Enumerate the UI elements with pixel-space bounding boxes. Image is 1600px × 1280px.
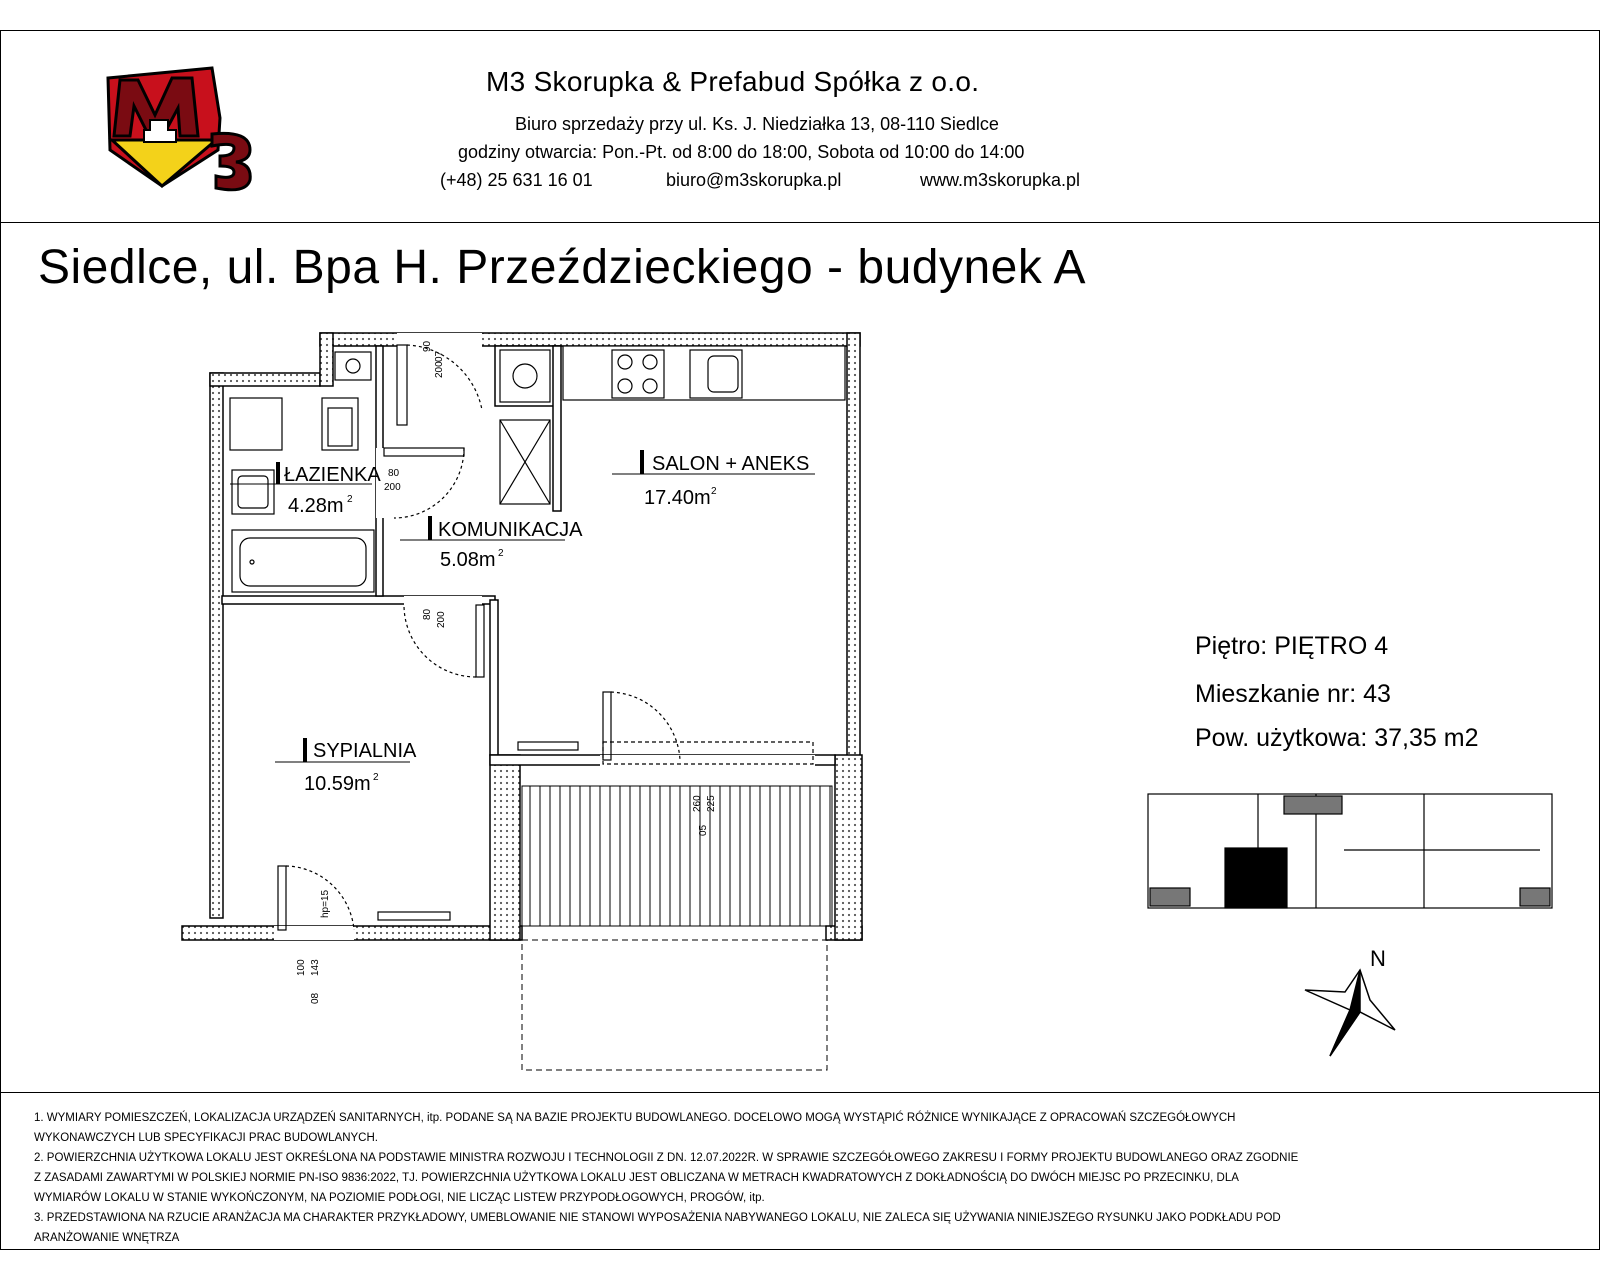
svg-text:80: 80: [422, 608, 433, 620]
note-line: 3. PRZEDSTAWIONA NA RZUCIE ARANŻACJA MA CHARAKTER PRZYKŁADOWY, UMEBLOWANIE NIE STANOWI WYPOSAŻENIA NABYWANEGO LOKALU, NIE ZALECA SIĘ UŻYWANIA NINIEJSZEGO RYSUNKU JAKO PODKŁADU POD: [34, 1212, 1281, 1224]
svg-text:hp=15: hp=15: [320, 889, 331, 918]
svg-text:200: 200: [436, 611, 447, 628]
svg-text:143: 143: [310, 959, 321, 976]
note-line: ARANŻOWANIE WNĘTRZA: [34, 1232, 180, 1244]
opening-hours: godziny otwarcia: Pon.-Pt. od 8:00 do 18:00, Sobota od 10:00 do 14:00: [458, 142, 1025, 162]
apartment-number: Mieszkanie nr: 43: [1195, 680, 1391, 708]
notes-section: [34, 1108, 1474, 1248]
note-line: 2. POWIERZCHNIA UŻYTKOWA LOKALU JEST OKREŚLONA NA PODSTAWIE MINISTRA ROZWOJU I TECHNOLOGII Z DN. 12.07.2022R. W SPRAWIE SZCZEGÓŁOWEGO ZAKRESU I FORMY PROJEKTU BUDOWLANEGO ORAZ ZGODNIE: [34, 1152, 1299, 1164]
website-link[interactable]: www.m3skorupka.pl: [920, 170, 1081, 190]
living-name: SALON + ANEKS: [652, 453, 810, 475]
email-link[interactable]: biuro@m3skorupka.pl: [666, 170, 842, 190]
svg-text:05: 05: [698, 824, 709, 836]
bathroom-name: ŁAZIENKA: [284, 464, 381, 486]
svg-text:200: 200: [384, 482, 401, 493]
hall-name: KOMUNIKACJA: [438, 519, 583, 541]
svg-text:225: 225: [706, 795, 717, 812]
balcony: [522, 786, 832, 1070]
svg-text:08: 08: [310, 992, 321, 1004]
svg-text:2: 2: [498, 548, 504, 559]
note-line: WYMIARÓW LOKALU W STANIE WYKOŃCZONYM, NA POZIOMIE PODŁOGI, NIE LICZĄC LISTEW PRZYPODŁOGOWYCH, PROGÓW, itp.: [34, 1192, 765, 1204]
svg-text:07: 07: [434, 350, 445, 362]
hall-area: 5.08m: [440, 549, 496, 571]
svg-text:90: 90: [422, 340, 433, 352]
svg-text:80: 80: [388, 468, 400, 479]
office-address: Biuro sprzedaży przy ul. Ks. J. Niedziałka 13, 08-110 Siedlce: [515, 114, 999, 134]
compass-north: N: [1370, 946, 1386, 971]
svg-text:200: 200: [434, 361, 445, 378]
svg-text:100: 100: [296, 959, 307, 976]
living-area: 17.40m: [644, 487, 711, 509]
radiators: [378, 742, 578, 920]
floor-info: Piętro: PIĘTRO 4: [1195, 632, 1389, 660]
svg-text:260: 260: [692, 795, 703, 812]
company-name: M3 Skorupka & Prefabud Spółka z o.o.: [486, 66, 980, 97]
compass-icon: [1305, 946, 1395, 1056]
key-plan: [1148, 794, 1552, 908]
svg-text:2: 2: [373, 772, 379, 783]
bedroom-area: 10.59m: [304, 773, 371, 795]
usable-area: Pow. użytkowa: 37,35 m2: [1195, 724, 1479, 752]
bathroom-area: 4.28m: [288, 495, 344, 517]
phone-number: (+48) 25 631 16 01: [440, 170, 593, 190]
svg-text:2: 2: [347, 494, 353, 505]
bedroom-name: SYPIALNIA: [313, 740, 417, 762]
svg-text:2: 2: [711, 486, 717, 497]
note-line: Z ZASADAMI ZAWARTYMI W POLSKIEJ NORMIE PN-ISO 9836:2022, TJ. POWIERZCHNIA UŻYTKOWA LOKALU JEST OBLICZANA W METRACH KWADRATOWYCH Z DOKŁADNOŚCIĄ DO DWÓCH MIEJSC PO PRZECINKU, DLA: [34, 1172, 1239, 1184]
note-line: 1. WYMIARY POMIESZCZEŃ, LOKALIZACJA URZĄDZEŃ SANITARNYCH, itp. PODANE SĄ NA BAZIE PROJEKTU BUDOWLANEGO. DOCELOWO MOGĄ WYSTĄPIĆ RÓŻNICE WYNIKAJĄCE Z OPRACOWAŃ SZCZEGÓŁOWYCH: [34, 1112, 1236, 1124]
note-line: WYKONAWCZYCH LUB SPECYFIKACJI PRAC BUDOWLANYCH.: [34, 1132, 378, 1144]
page-title: Siedlce, ul. Bpa H. Przeździeckiego - budynek A: [38, 241, 1087, 294]
